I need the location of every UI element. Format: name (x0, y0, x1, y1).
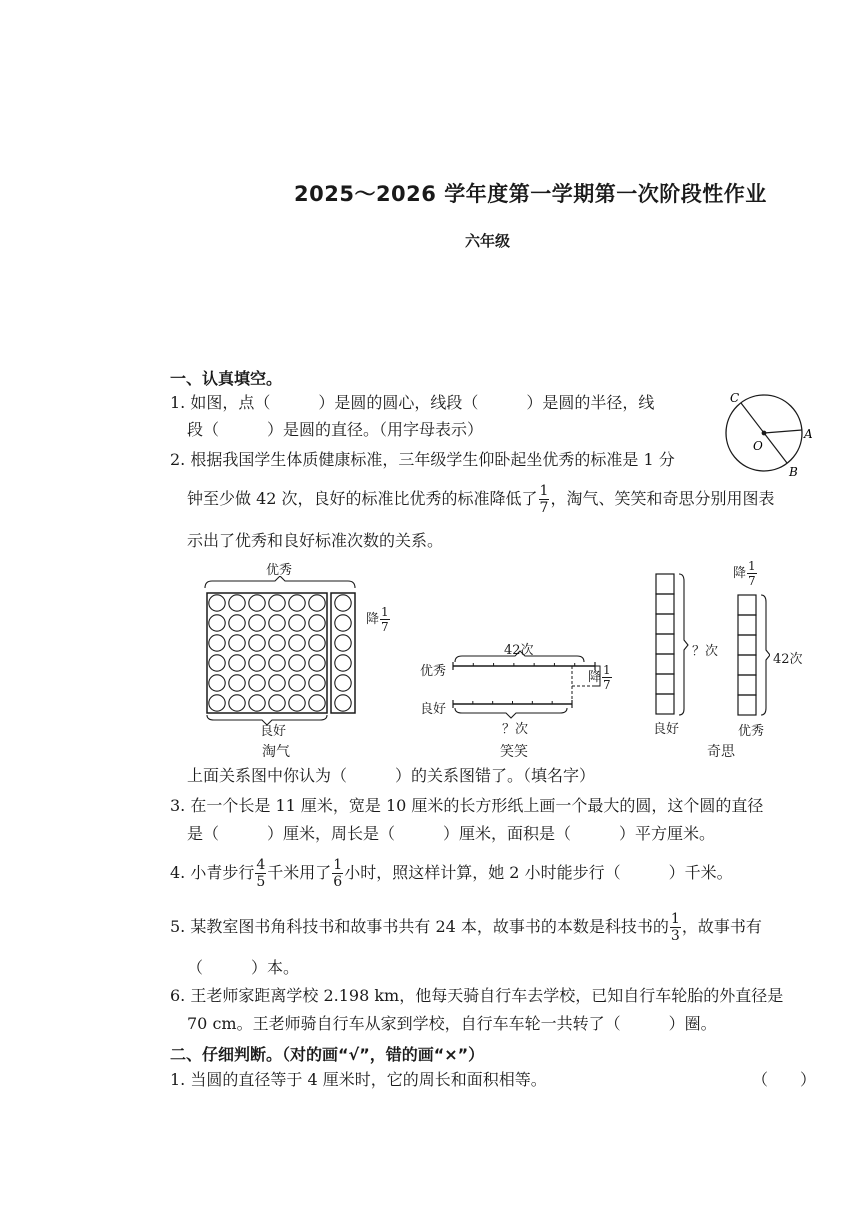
d2-ticks (473, 663, 575, 704)
grid-circle (309, 595, 325, 611)
grid-circle (209, 675, 225, 691)
point-b-label: B (789, 465, 798, 479)
point-a-label: A (804, 427, 813, 441)
q6-line1: 6. 王老师家距离学校 2.198 km，他每天骑自行车去学校，已知自行车轮胎的外直径是 (170, 986, 784, 1005)
grid-circle (269, 695, 285, 711)
grid-circle (229, 695, 245, 711)
q2-line1: 2. 根据我国学生体质健康标准，三年级学生仰卧起坐优秀的标准是 1 分 (170, 450, 675, 469)
circle-diagram (724, 388, 824, 480)
side-circle (335, 675, 351, 691)
d2-count-label: 42次 (504, 643, 534, 658)
cell (738, 695, 756, 715)
q6-line2: 70 cm。王老师骑自行车从家到学校，自行车车轮一共转了（ ）圈。 (187, 1014, 717, 1033)
center-point (762, 431, 767, 436)
fraction-one-third: $\frac{1}{3}$ (670, 911, 680, 944)
side-circle (335, 695, 351, 711)
s2-q1-bracket: （ ） (752, 1070, 817, 1089)
q2-line2-pre: 钟至少做 42 次，良好的标准比优秀的标准降低了 (187, 489, 538, 508)
d3-left-label: 良好 (653, 722, 680, 737)
grid-circle (209, 615, 225, 631)
grid-circle (289, 695, 305, 711)
diagram-taoqi (200, 576, 362, 716)
q1-line1: 1. 如图，点（ ）是圆的圆心，线段（ ）是圆的半径，线 (170, 393, 655, 412)
d3-top-label: 降 $\frac{1}{7}$ (733, 559, 756, 588)
d2-side-label: 降 $\frac{1}{7}$ (588, 663, 611, 692)
grid-circle (289, 675, 305, 691)
q3-line1: 3. 在一个长是 11 厘米，宽是 10 厘米的长方形纸上画一个最大的圆，这个圆的直径 (170, 796, 764, 815)
cell (656, 614, 674, 634)
cell (656, 694, 674, 714)
radius-oa (764, 430, 802, 433)
point-c-label: C (730, 391, 740, 405)
q4-line: 4. 小青步行 $\frac{4}{5}$ 千米用了 $\frac{1}{6}$ 小时，照这样计算，她 2 小时能步行（ ）千米。 (170, 857, 733, 890)
grid-circle (229, 655, 245, 671)
grid-circle (249, 655, 265, 671)
grid-circle (309, 655, 325, 671)
side-circle (335, 595, 351, 611)
grid-circle (209, 655, 225, 671)
d1-caption: 淘气 (262, 744, 290, 760)
section2-heading: 二、仔细判断。（对的画“√”，错的画“×”） (170, 1045, 485, 1064)
d3-caption: 奇思 (707, 744, 735, 760)
page-title: 2025～2026 学年度第一学期第一次阶段性作业 (294, 182, 767, 206)
cell (656, 574, 674, 594)
grid-circle (209, 595, 225, 611)
grid-circle (309, 635, 325, 651)
grid-circle (249, 695, 265, 711)
d1-bottom-label: 良好 (260, 724, 287, 739)
d1-top-label: 优秀 (266, 563, 293, 578)
point-o-label: O (753, 439, 763, 453)
d2-row2-label: 良好 (420, 702, 447, 717)
d3-good-column (656, 574, 674, 714)
d2-caption: 笑笑 (500, 744, 528, 760)
cell (738, 595, 756, 615)
d3-right-label: 优秀 (738, 724, 765, 739)
d2-top-brace (455, 651, 584, 662)
grid-circle (289, 655, 305, 671)
q2-line2-post: ，淘气、笑笑和奇思分别用图表 (550, 489, 775, 508)
section1-heading: 一、认真填空。 (170, 369, 283, 388)
grid-circle (209, 695, 225, 711)
side-circle (335, 655, 351, 671)
d3-left-brace (679, 574, 688, 715)
cell (738, 635, 756, 655)
fraction-one-sixth: $\frac{1}{6}$ (333, 857, 343, 890)
grid-circle (289, 635, 305, 651)
d2-bottom-brace (455, 708, 567, 718)
grid-circle (269, 655, 285, 671)
cell (656, 594, 674, 614)
d1-main-box (207, 593, 327, 713)
q1-line2: 段（ ）是圆的直径。（用字母表示） (187, 420, 484, 439)
grid-circle (309, 615, 325, 631)
grid-circle (269, 675, 285, 691)
q5-line1: 5. 某教室图书角科技书和故事书共有 24 本，故事书的本数是科技书的 $\frac{1}{3}$ ，故事书有 (170, 911, 762, 944)
side-circle (335, 615, 351, 631)
grid-circle (229, 635, 245, 651)
side-circle (335, 635, 351, 651)
cell (738, 655, 756, 675)
grid-circle (269, 595, 285, 611)
q2-line2 (187, 484, 774, 515)
grid-circle (249, 615, 265, 631)
grid-circle (269, 635, 285, 651)
grid-circle (289, 595, 305, 611)
d2-row1-label: 优秀 (420, 664, 447, 679)
s2-q1-text: 1. 当圆的直径等于 4 厘米时，它的周长和面积相等。 (170, 1070, 547, 1089)
q2-line4: 上面关系图中你认为（ ）的关系图错了。（填名字） (187, 766, 596, 785)
d3-unknown-label: ？次 (692, 644, 719, 659)
fraction-four-fifths: $\frac{4}{5}$ (256, 857, 266, 890)
q2-line3: 示出了优秀和良好标准次数的关系。 (187, 531, 444, 550)
cell (656, 634, 674, 654)
q5-line2: （ ）本。 (187, 958, 300, 977)
cell (738, 675, 756, 695)
grid-circle (229, 595, 245, 611)
grid-circle (289, 615, 305, 631)
grid-circle (309, 675, 325, 691)
grade-label: 六年级 (465, 232, 511, 250)
d2-unknown-label: ？次 (502, 722, 529, 737)
grid-circle (309, 695, 325, 711)
grid-circle (249, 635, 265, 651)
cell (656, 654, 674, 674)
grid-circle (269, 615, 285, 631)
d1-top-brace (205, 576, 355, 588)
grid-circle (249, 595, 265, 611)
grid-circle (229, 615, 245, 631)
d3-right-brace (761, 595, 770, 715)
grid-circle (229, 675, 245, 691)
d3-excellent-column (738, 595, 756, 715)
grid-circle (209, 635, 225, 651)
fraction-one-seventh: $\frac{1}{7}$ (539, 483, 549, 516)
cell (738, 615, 756, 635)
d1-circle-grid (209, 595, 351, 711)
q3-line2: 是（ ）厘米，周长是（ ）厘米，面积是（ ）平方厘米。 (187, 824, 716, 843)
d3-count-label: 42次 (773, 652, 803, 667)
cell (656, 674, 674, 694)
d1-side-label: 降 $\frac{1}{7}$ (366, 605, 389, 634)
grid-circle (249, 675, 265, 691)
